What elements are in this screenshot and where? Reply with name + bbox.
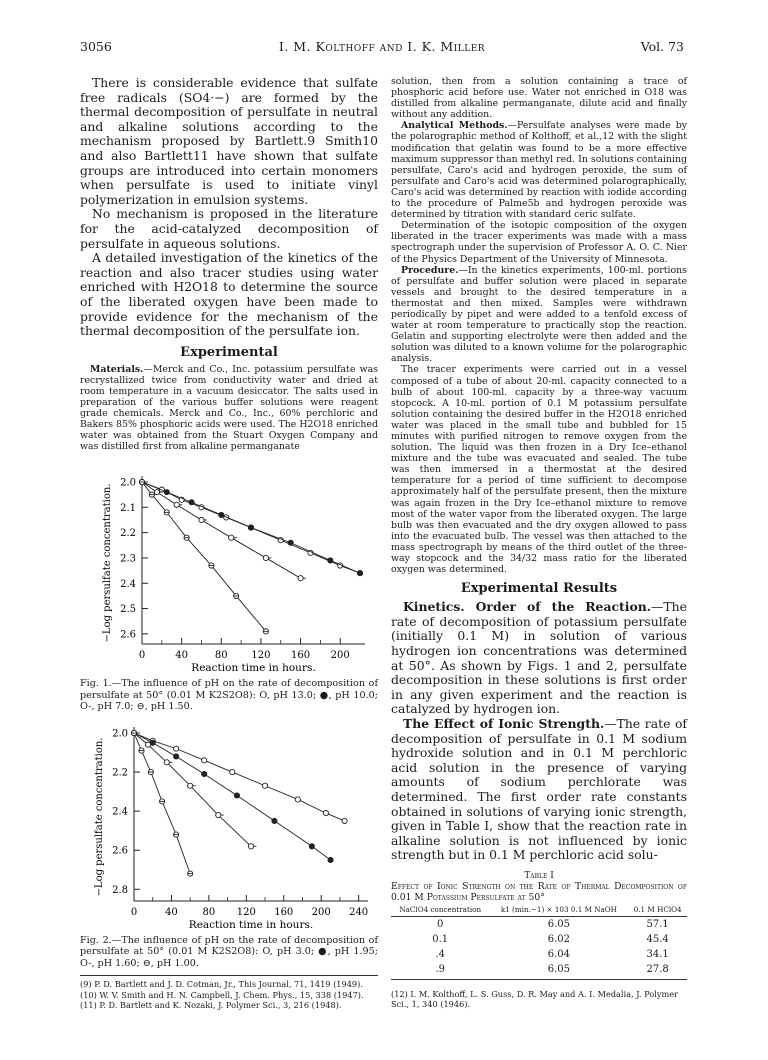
tracer-paragraph: The tracer experiments were carried out in a vessel composed of a tube of about 20-ml. capacity connected to a bulb of about 100-ml. capacity by a three-way vacuum stopcock. A 10-ml. portion of 0.1 M potassium persulfate solution containing the desired buffer in the H2O18 enriched water was placed in the small tube and bubbled for 15 minutes with purified nitrogen to remove oxygen from the solution. The liquid was then frozen in a Dry Ice–ethanol mixture and the tube was evacuated and sealed. The tube was then immersed in a thermostat at the desired temperature for a period of time sufficient to decompose approximately half of the persulfate present, then the mixture was again frozen in the Dry Ice–ethanol mixture to remove most of the water vapor from the liberated oxygen. The large bulb was then evacuated and the dry oxygen allowed to pass into the evacuated bulb. The vessel was then attached to the mass spectrograph by means of the third outlet of the three-way stopcock and the 34/32 mass ratio for the liberated oxygen was determined.	[391, 364, 687, 576]
page-number: 3056	[80, 39, 112, 54]
intro-paragraph-2: No mechanism is proposed in the literature for the acid-catalyzed decomposition of persulfate in aqueous solutions.	[80, 206, 378, 251]
data-point	[174, 754, 179, 759]
y-axis-label: −Log persulfate concentration.	[94, 737, 105, 897]
data-point	[248, 525, 253, 530]
data-point	[248, 844, 253, 849]
data-point	[199, 518, 204, 523]
y-tick-label: 2.4	[112, 806, 128, 818]
y-tick-label: 2.8	[112, 884, 128, 896]
table-cell: 45.4	[646, 933, 669, 945]
x-tick-label: 80	[214, 650, 228, 662]
data-point	[189, 500, 194, 505]
x-tick-label: 120	[236, 906, 256, 918]
x-tick-label: 240	[349, 906, 369, 918]
table-cell: .4	[435, 948, 445, 960]
kinetics-label: Kinetics. Order of the Reaction.	[403, 599, 652, 615]
table-title: Table I	[524, 870, 554, 881]
data-point	[219, 513, 224, 518]
data-point	[309, 844, 314, 849]
table-cell: 27.8	[646, 963, 669, 975]
x-tick-label: 120	[251, 650, 271, 662]
y-tick-label: 2.2	[112, 767, 128, 779]
y-tick-label: 2.3	[120, 553, 136, 565]
analytical-paragraph	[391, 120, 687, 220]
data-point	[164, 760, 169, 765]
kinetics-paragraph	[391, 600, 687, 717]
data-point	[174, 746, 179, 751]
y-tick-label: 2.5	[120, 604, 136, 616]
series-line	[142, 482, 266, 631]
data-point	[298, 576, 303, 581]
x-tick-label: 200	[330, 650, 350, 662]
table-row	[391, 962, 687, 977]
data-point	[188, 783, 193, 788]
x-tick-label: 0	[130, 906, 138, 918]
table-row	[391, 947, 687, 962]
table-cell: 0.1	[432, 933, 449, 945]
y-tick-label: 2.0	[112, 728, 128, 740]
analytical-label: Analytical Methods.	[401, 120, 508, 132]
x-tick-label: 0	[138, 650, 146, 662]
table-header: k1 (min.−1) × 103 0.1 M NaOH	[489, 905, 628, 917]
right-column	[391, 76, 687, 1009]
footnote-11: (11) P. D. Bartlett and K. Nozaki, J. Polymer Sci., 3, 216 (1948).	[80, 999, 342, 1010]
series-line	[134, 733, 331, 860]
y-axis-label: −Log persulfate concentration.	[102, 483, 113, 643]
table-cell: 34.1	[646, 948, 669, 960]
materials-paragraph	[80, 364, 378, 453]
kinetics-text: —The rate of decomposition of potassium persulfate (initially 0.1 M) in solution of various hydrogen ion concentrations was determined at 50°. As shown by Figs. 1 and 2, persulfate decomposition in these solutions is first order in any given experiment and the reaction is catalyzed by hydrogen ion.	[391, 599, 687, 717]
x-tick-label: 40	[175, 650, 189, 662]
y-tick-label: 2.4	[120, 579, 136, 591]
series-line	[142, 482, 301, 578]
y-tick-label: 2.0	[120, 477, 136, 489]
x-tick-label: 80	[202, 906, 216, 918]
x-tick-label: 200	[311, 906, 331, 918]
table-row	[391, 916, 687, 932]
data-point	[262, 783, 267, 788]
data-point	[323, 810, 328, 815]
results-heading: Experimental Results	[460, 581, 618, 597]
data-point	[145, 742, 150, 747]
table-cell: 6.05	[547, 963, 571, 975]
volume-label: Vol. 73	[640, 39, 684, 54]
ionic-text: —The rate of decomposition of persulfate in 0.1 M sodium hydroxide solution and in 0.1 M perchloric acid solution in the presence of varying amounts of sodium perchlorate was determined. The first order rate constants obtained in solutions of varying ionic strength, given in Table I, show that the reaction rate in alkaline solution is not influenced by ionic strength but in 0.1 M perchloric acid solu-	[391, 715, 688, 863]
intro-paragraph-1: There is considerable evidence that sulfate free radicals (SO4·−) are formed by the thermal decomposition of persulfate in neutral and alkaline solutions according to the mechanism proposed by Bartlett.9 Smith10 and also Bartlett11 have shown that sulfate groups are introduced into certain monomers when persulfate is used to initiate vinyl polymerization in emulsion systems.	[80, 75, 378, 207]
data-point	[328, 857, 333, 862]
table-header: 0.1 M HClO4	[628, 905, 687, 917]
isotopic-paragraph: Determination of the isotopic composition of the oxygen liberated in the tracer experiments was made with a mass spectrograph under the supervision of Professor A. O. C. Nier of the Physics Department of the University of Minnesota.	[391, 220, 687, 265]
y-tick-label: 2.6	[112, 845, 128, 857]
materials-text: —Merck and Co., Inc. potassium persulfate was recrystallized twice from conductivity water and dried at room temperature in a vacuum desiccator. The salts used in preparation of the various buffer solutions were reagent grade chemicals. Merck and Co., Inc., 60% perchloric and Bakers 85% phosphoric acids were used. The H2O18 enriched water was obtained from the Stuart Oxygen Company and was distilled first from alkaline permanganate	[80, 363, 378, 453]
data-point	[295, 797, 300, 802]
data-point	[357, 571, 362, 576]
page-header	[80, 39, 684, 57]
x-tick-label: 40	[165, 906, 178, 918]
table-cell: 6.02	[547, 933, 571, 945]
running-title: I. M. Kolthoff and I. K. Miller	[278, 39, 486, 54]
data-point	[234, 793, 239, 798]
table-caption: Effect of Ionic Strength on the Rate of Thermal Decomposition of 0.01 M Potassium Persulfate at 50°	[391, 880, 687, 903]
figure-1-caption: Fig. 1.—The influence of pH on the rate of decomposition of persulfate at 50° (0.01 M K2S2O8): O, pH 13.0; ●, pH 10.0; O-, pH 7.0; ⊖, pH 1.50.	[80, 678, 378, 713]
data-point	[202, 758, 207, 763]
data-point	[164, 490, 169, 495]
intro-paragraph-3: A detailed investigation of the kinetics of the reaction and also tracer studies using water enriched with H2O18 to determine the source of the liberated oxygen have been made to provide evidence for the mechanism of the thermal decomposition of the persulfate ion.	[80, 250, 378, 339]
ionic-label: The Effect of Ionic Strength.	[403, 715, 605, 731]
materials-label: Materials.	[90, 363, 144, 375]
x-axis-label: Reaction time in hours.	[188, 918, 314, 931]
data-point	[230, 769, 235, 774]
data-point	[229, 536, 234, 541]
data-point	[202, 771, 207, 776]
data-point	[288, 541, 293, 546]
procedure-paragraph	[391, 265, 687, 365]
analytical-text: —Persulfate analyses were made by the polarographic method of Kolthoff, et al.,12 with the slight modification that gelatin was found to be a more effective maximum suppressor than methyl red. In solutions containing persulfate, Caro's acid and hydrogen peroxide, the sum of persulfate and Caro's acid was determined polarographically, Caro's acid was determined by reaction with iodide according to the procedure of Palme5b and hydrogen peroxide was determined by titration with standard ceric sulfate.	[391, 120, 688, 221]
table-cell: 57.1	[646, 918, 669, 930]
figure-1-chart	[80, 466, 378, 676]
table-cell: 0	[437, 918, 444, 930]
left-column	[80, 76, 378, 1010]
x-tick-label: 160	[274, 906, 294, 918]
y-tick-label: 2.1	[120, 503, 136, 515]
figure-2	[80, 721, 378, 970]
footnotes	[80, 975, 378, 1010]
procedure-label: Procedure.	[401, 264, 459, 276]
figure-1	[80, 466, 378, 713]
series-line	[134, 733, 345, 821]
footnote-9: (9) P. D. Bartlett and J. D. Cotman, Jr., This Journal, 71, 1419 (1949).	[80, 979, 363, 990]
x-tick-label: 160	[291, 650, 311, 662]
figure-2-chart	[80, 721, 378, 933]
data-point	[342, 818, 347, 823]
table-1	[391, 905, 687, 977]
data-point	[174, 503, 179, 508]
procedure-text: —In the kinetics experiments, 100-ml. portions of persulfate and buffer solution were placed in separate vessels and brought to the desired temperature in a thermostat and then mixed. Samples were withdrawn periodically by pipet and were added to a tenfold excess of water at room temperature to practically stop the reaction. Gelatin and supporting electrolyte were then added and the solution was diluted to a known volume for the polarographic analysis.	[391, 264, 687, 365]
right-paragraph-1: solution, then from a solution containing a trace of phosphoric acid before use. Water not enriched in O18 was distilled from alkaline permanganate, dilute acid and finally without any addition.	[391, 76, 687, 121]
ionic-paragraph	[391, 717, 687, 863]
table-header: NaClO4 concentration	[391, 905, 489, 917]
table-rule	[391, 979, 687, 980]
data-point	[272, 818, 277, 823]
data-point	[154, 490, 159, 495]
footnote-10: (10) W. V. Smith and H. N. Campbell, J. Chem. Phys., 15, 338 (1947).	[80, 989, 364, 1000]
table-cell: 6.05	[547, 918, 571, 930]
data-point	[216, 812, 221, 817]
data-point	[328, 558, 333, 563]
data-point	[263, 556, 268, 561]
table-cell: .9	[435, 963, 445, 975]
footnote-12: (12) I. M. Kolthoff, L. S. Guss, D. R. May and A. I. Medalia, J. Polymer Sci., 1, 340 (1946).	[391, 988, 678, 1010]
series-line	[134, 733, 251, 846]
table-cell: 6.04	[547, 948, 571, 960]
experimental-heading: Experimental	[180, 344, 278, 360]
figure-2-caption: Fig. 2.—The influence of pH on the rate of decomposition of persulfate at 50° (0.01 M K2S2O8): O, pH 3.0; ●, pH 1.95; O-, pH 1.60; ⊖, pH 1.00.	[80, 934, 378, 969]
table-row	[391, 932, 687, 947]
y-tick-label: 2.6	[120, 629, 136, 641]
y-tick-label: 2.2	[120, 528, 136, 540]
x-axis-label: Reaction time in hours.	[191, 662, 316, 675]
